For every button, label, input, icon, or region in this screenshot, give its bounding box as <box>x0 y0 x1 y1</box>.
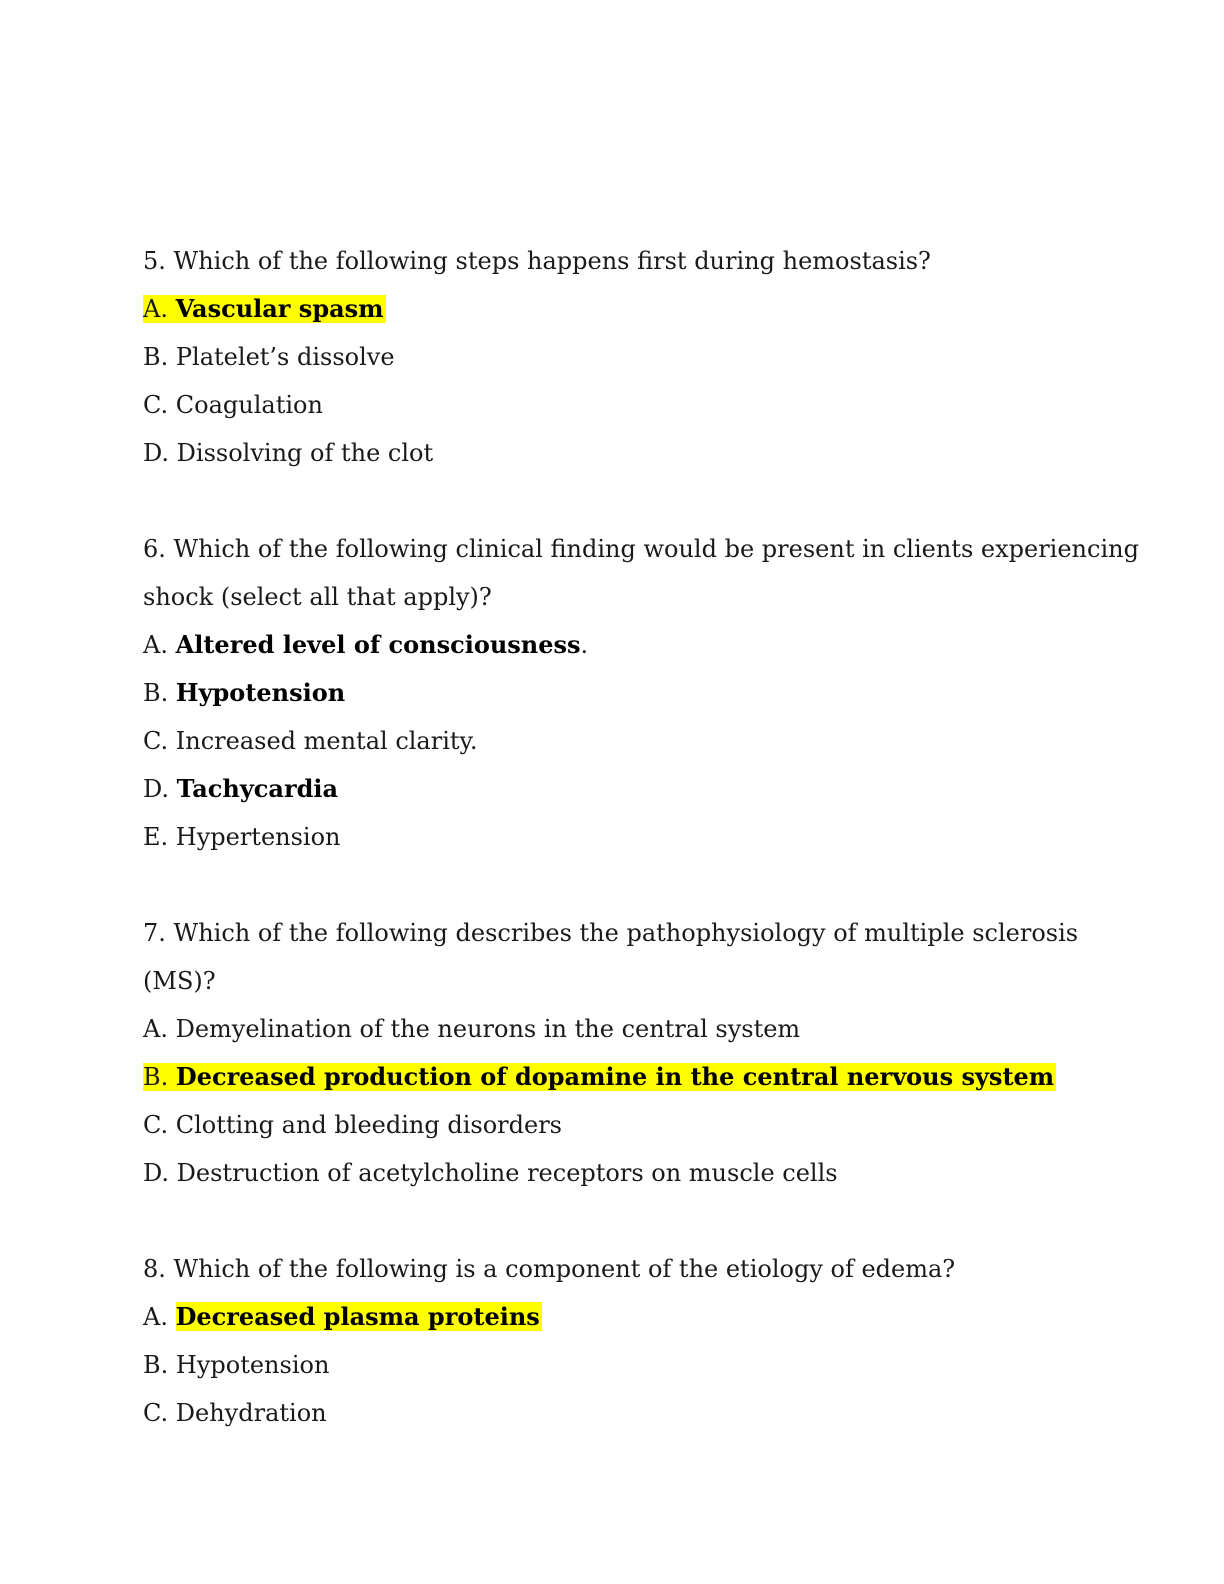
question-2 <box>143 525 1139 861</box>
answer-option <box>143 285 1103 333</box>
answer-option-letter: A. <box>143 1015 176 1043</box>
question-stem-line: 6. Which of the following clinical finding would be present in clients experiencing <box>143 535 1139 563</box>
question-3 <box>143 909 1103 1197</box>
answer-option-text: Hypertension <box>175 823 341 851</box>
answer-option <box>143 813 1103 861</box>
answer-option <box>143 1389 1103 1437</box>
document-page <box>143 237 1139 1437</box>
question-spacer <box>143 477 1103 525</box>
answer-option <box>143 621 1103 669</box>
answer-option-content <box>143 631 588 659</box>
answer-option-letter: A. <box>143 631 176 659</box>
answer-option-letter: A. <box>143 1303 176 1331</box>
answer-option-content <box>143 1351 329 1379</box>
answer-option-text: Increased mental clarity. <box>175 727 478 755</box>
answer-option <box>143 669 1103 717</box>
answer-option-content <box>143 679 345 707</box>
answer-option <box>143 1341 1103 1389</box>
answer-option-text: Hypotension <box>175 678 346 707</box>
answer-option-text: Platelet’s dissolve <box>175 343 395 371</box>
answer-option-content <box>143 1159 838 1187</box>
answer-option-content <box>143 391 323 419</box>
answer-option-text: Clotting and bleeding disorders <box>175 1111 562 1139</box>
question-spacer <box>143 861 1103 909</box>
answer-option-content <box>143 1111 562 1139</box>
answer-option-text: Altered level of consciousness <box>175 630 581 659</box>
answer-option-content <box>143 727 478 755</box>
answer-option-letter: B. <box>143 343 176 371</box>
answer-option-text: Decreased production of dopamine in the central nervous system <box>175 1062 1055 1091</box>
answer-option <box>143 1101 1103 1149</box>
answer-option-letter: D. <box>143 439 177 467</box>
answer-option <box>143 1005 1103 1053</box>
answer-option <box>143 429 1103 477</box>
question-spacer <box>143 1197 1103 1245</box>
answer-option-letter: C. <box>143 1399 176 1427</box>
answer-option-content <box>143 1303 542 1331</box>
answer-option <box>143 1293 1103 1341</box>
answer-option-text: Dehydration <box>175 1399 327 1427</box>
answer-option-text: Destruction of acetylcholine receptors on muscle cells <box>176 1159 838 1187</box>
question-stem-line: 8. Which of the following is a component of the etiology of edema? <box>143 1255 956 1283</box>
answer-option <box>143 717 1103 765</box>
question-4 <box>143 1245 1103 1437</box>
question-stem-line: shock (select all that apply)? <box>143 583 492 611</box>
answer-option-content <box>143 1015 800 1043</box>
question-1 <box>143 237 1103 477</box>
answer-option <box>143 1149 1103 1197</box>
answer-option-letter: C. <box>143 391 176 419</box>
answer-option <box>143 765 1103 813</box>
question-stem-line: (MS)? <box>143 967 216 995</box>
answer-option-letter: E. <box>143 823 176 851</box>
answer-option-content <box>143 343 395 371</box>
answer-option-letter: C. <box>143 727 176 755</box>
answer-option <box>143 381 1103 429</box>
answer-option <box>143 333 1103 381</box>
question-stem-line: 7. Which of the following describes the pathophysiology of multiple sclerosis <box>143 919 1079 947</box>
answer-option-content <box>143 775 338 803</box>
answer-option-letter: B. <box>143 1351 176 1379</box>
answer-option-letter: D. <box>143 1159 177 1187</box>
answer-option-text: Demyelination of the neurons in the central system <box>175 1015 801 1043</box>
answer-option-letter: A. <box>143 295 176 323</box>
question-stem-line: 5. Which of the following steps happens first during hemostasis? <box>143 247 931 275</box>
answer-option-content <box>143 295 386 323</box>
answer-option-content <box>143 439 433 467</box>
answer-option-text: Coagulation <box>175 391 323 419</box>
answer-option <box>143 1053 1103 1101</box>
answer-option-letter: B. <box>143 1063 176 1091</box>
answer-option-letter: C. <box>143 1111 176 1139</box>
answer-option-content <box>143 1399 327 1427</box>
answer-option-text: Hypotension <box>175 1351 330 1379</box>
answer-option-text: Decreased plasma proteins <box>175 1302 540 1331</box>
answer-option-text: Vascular spasm <box>175 294 384 323</box>
answer-option-content <box>143 1063 1056 1091</box>
answer-option-content <box>143 823 341 851</box>
answer-option-text: Dissolving of the clot <box>176 439 434 467</box>
answer-option-suffix: . <box>580 631 589 659</box>
answer-option-letter: B. <box>143 679 176 707</box>
answer-option-letter: D. <box>143 775 177 803</box>
answer-option-text: Tachycardia <box>176 774 339 803</box>
